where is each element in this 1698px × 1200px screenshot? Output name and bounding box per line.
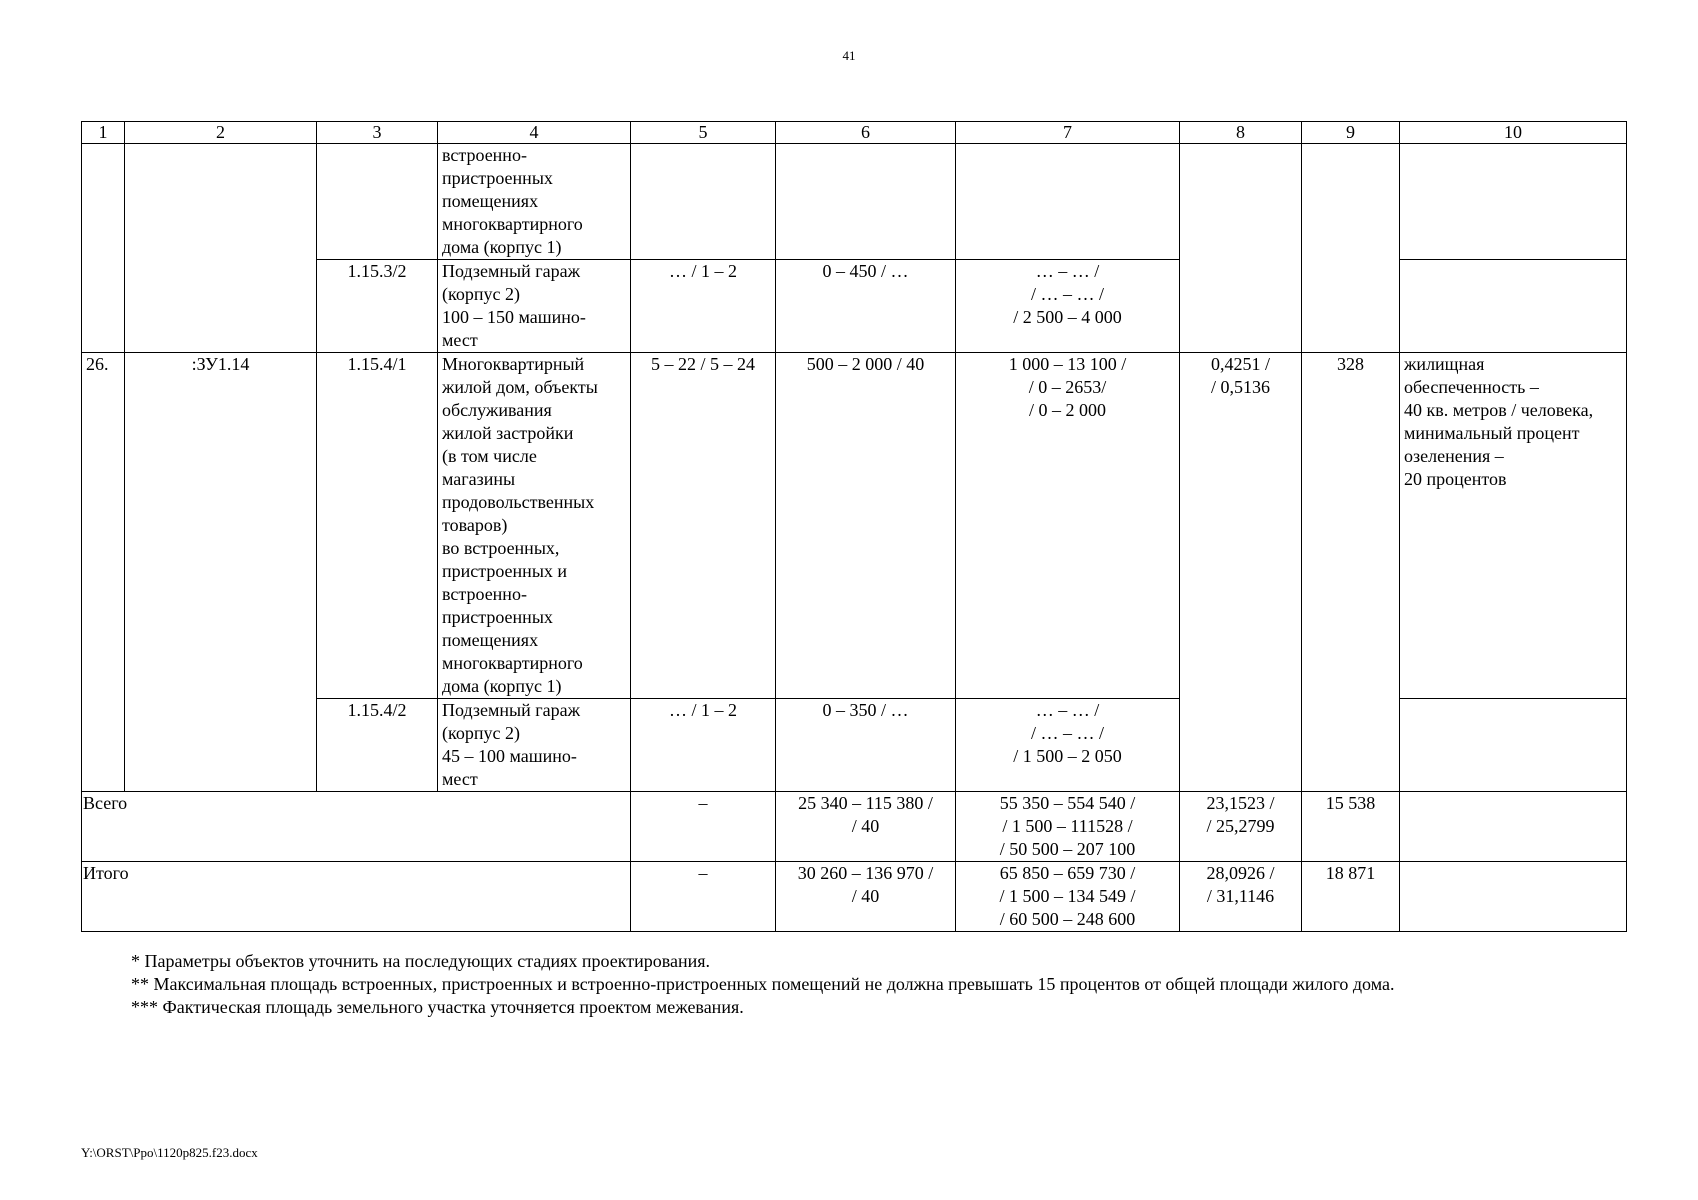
cell-empty xyxy=(956,144,1180,260)
cell-object-description: Многоквартирный жилой дом, объекты обслуживания жилой застройки (в том числе магазины продовольственных товаров) во встроенных, пристроенных и встроенно- пристроенных помещениях многоквартирного дома (корпус 1) xyxy=(438,353,631,699)
cell-empty xyxy=(1400,862,1627,932)
cell-object-description: Подземный гараж (корпус 2) 45 – 100 машино- мест xyxy=(438,699,631,792)
header-cell: 10 xyxy=(1400,122,1627,144)
footnotes xyxy=(131,950,1394,1019)
cell-empty xyxy=(1400,260,1627,353)
cell-land-plot: :ЗУ1.14 xyxy=(125,353,317,792)
cell-area: 500 – 2 000 / 40 xyxy=(776,353,956,699)
cell-empty xyxy=(82,144,125,353)
header-cell: 3 xyxy=(317,122,438,144)
cell-empty xyxy=(776,144,956,260)
page-number: 41 xyxy=(842,48,856,63)
cell-total-label: Всего xyxy=(82,792,631,862)
cell-residents: 328 xyxy=(1302,353,1400,792)
header-cell: 7 xyxy=(956,122,1180,144)
cell-total-area: 65 850 – 659 730 / / 1 500 – 134 549 / / 60 500 – 248 600 xyxy=(956,862,1180,932)
cell-object-code: 1.15.3/2 xyxy=(317,260,438,353)
header-cell: 2 xyxy=(125,122,317,144)
cell-area: 30 260 – 136 970 / / 40 xyxy=(776,862,956,932)
cell-total-area: … – … / / … – … / / 2 500 – 4 000 xyxy=(956,260,1180,353)
table-row-continuation xyxy=(82,144,1627,260)
cell-plot-area: 23,1523 / / 25,2799 xyxy=(1180,792,1302,862)
cell-total-area: … – … / / … – … / / 1 500 – 2 050 xyxy=(956,699,1180,792)
cell-empty xyxy=(1400,792,1627,862)
cell-residents: 15 538 xyxy=(1302,792,1400,862)
cell-empty xyxy=(317,144,438,260)
cell-object-description: Подземный гараж (корпус 2) 100 – 150 машино- мест xyxy=(438,260,631,353)
cell-empty xyxy=(125,144,317,353)
header-cell: 6 xyxy=(776,122,956,144)
cell-residents: 18 871 xyxy=(1302,862,1400,932)
cell-notes: жилищная обеспеченность – 40 кв. метров / человека, минимальный процент озеленения – 20 процентов xyxy=(1400,353,1627,699)
footnote: *** Фактическая площадь земельного участка уточняется проектом межевания. xyxy=(131,997,744,1017)
cell-empty xyxy=(1400,699,1627,792)
header-cell: 9 xyxy=(1302,122,1400,144)
cell-row-number: 26. xyxy=(82,353,125,792)
cell-total-area: 1 000 – 13 100 / / 0 – 2653/ / 0 – 2 000 xyxy=(956,353,1180,699)
table-row-grand-total xyxy=(82,862,1627,932)
cell-area: 0 – 350 / … xyxy=(776,699,956,792)
cell-object-code: 1.15.4/1 xyxy=(317,353,438,699)
cell-object-code: 1.15.4/2 xyxy=(317,699,438,792)
header-cell: 1 xyxy=(82,122,125,144)
cell-empty xyxy=(631,144,776,260)
footnote: * Параметры объектов уточнить на последующих стадиях проектирования. xyxy=(131,951,711,971)
cell-floors: – xyxy=(631,792,776,862)
cell-area: 25 340 – 115 380 / / 40 xyxy=(776,792,956,862)
header-cell: 5 xyxy=(631,122,776,144)
zoning-parameters-table xyxy=(81,121,1627,932)
table-row-total xyxy=(82,792,1627,862)
header-cell: 4 xyxy=(438,122,631,144)
header-cell: 8 xyxy=(1180,122,1302,144)
file-path: Y:\ORST\Ppo\1120p825.f23.docx xyxy=(81,1145,258,1160)
cell-floors: – xyxy=(631,862,776,932)
cell-object-description: встроенно- пристроенных помещениях многоквартирного дома (корпус 1) xyxy=(438,144,631,260)
cell-floors: … / 1 – 2 xyxy=(631,260,776,353)
cell-plot-area: 0,4251 / / 0,5136 xyxy=(1180,353,1302,792)
table-row-26 xyxy=(82,353,1627,699)
cell-floors: 5 – 22 / 5 – 24 xyxy=(631,353,776,699)
cell-floors: … / 1 – 2 xyxy=(631,699,776,792)
cell-empty xyxy=(1400,144,1627,260)
cell-total-area: 55 350 – 554 540 / / 1 500 – 111528 / / 50 500 – 207 100 xyxy=(956,792,1180,862)
cell-grand-total-label: Итого xyxy=(82,862,631,932)
cell-area: 0 – 450 / … xyxy=(776,260,956,353)
cell-empty xyxy=(1302,144,1400,353)
cell-plot-area: 28,0926 / / 31,1146 xyxy=(1180,862,1302,932)
footnote: ** Максимальная площадь встроенных, пристроенных и встроенно-пристроенных помещений не должна превышать 15 процентов от общей площади жилого дома. xyxy=(131,974,1395,994)
cell-empty xyxy=(1180,144,1302,353)
header-row xyxy=(82,122,1627,144)
